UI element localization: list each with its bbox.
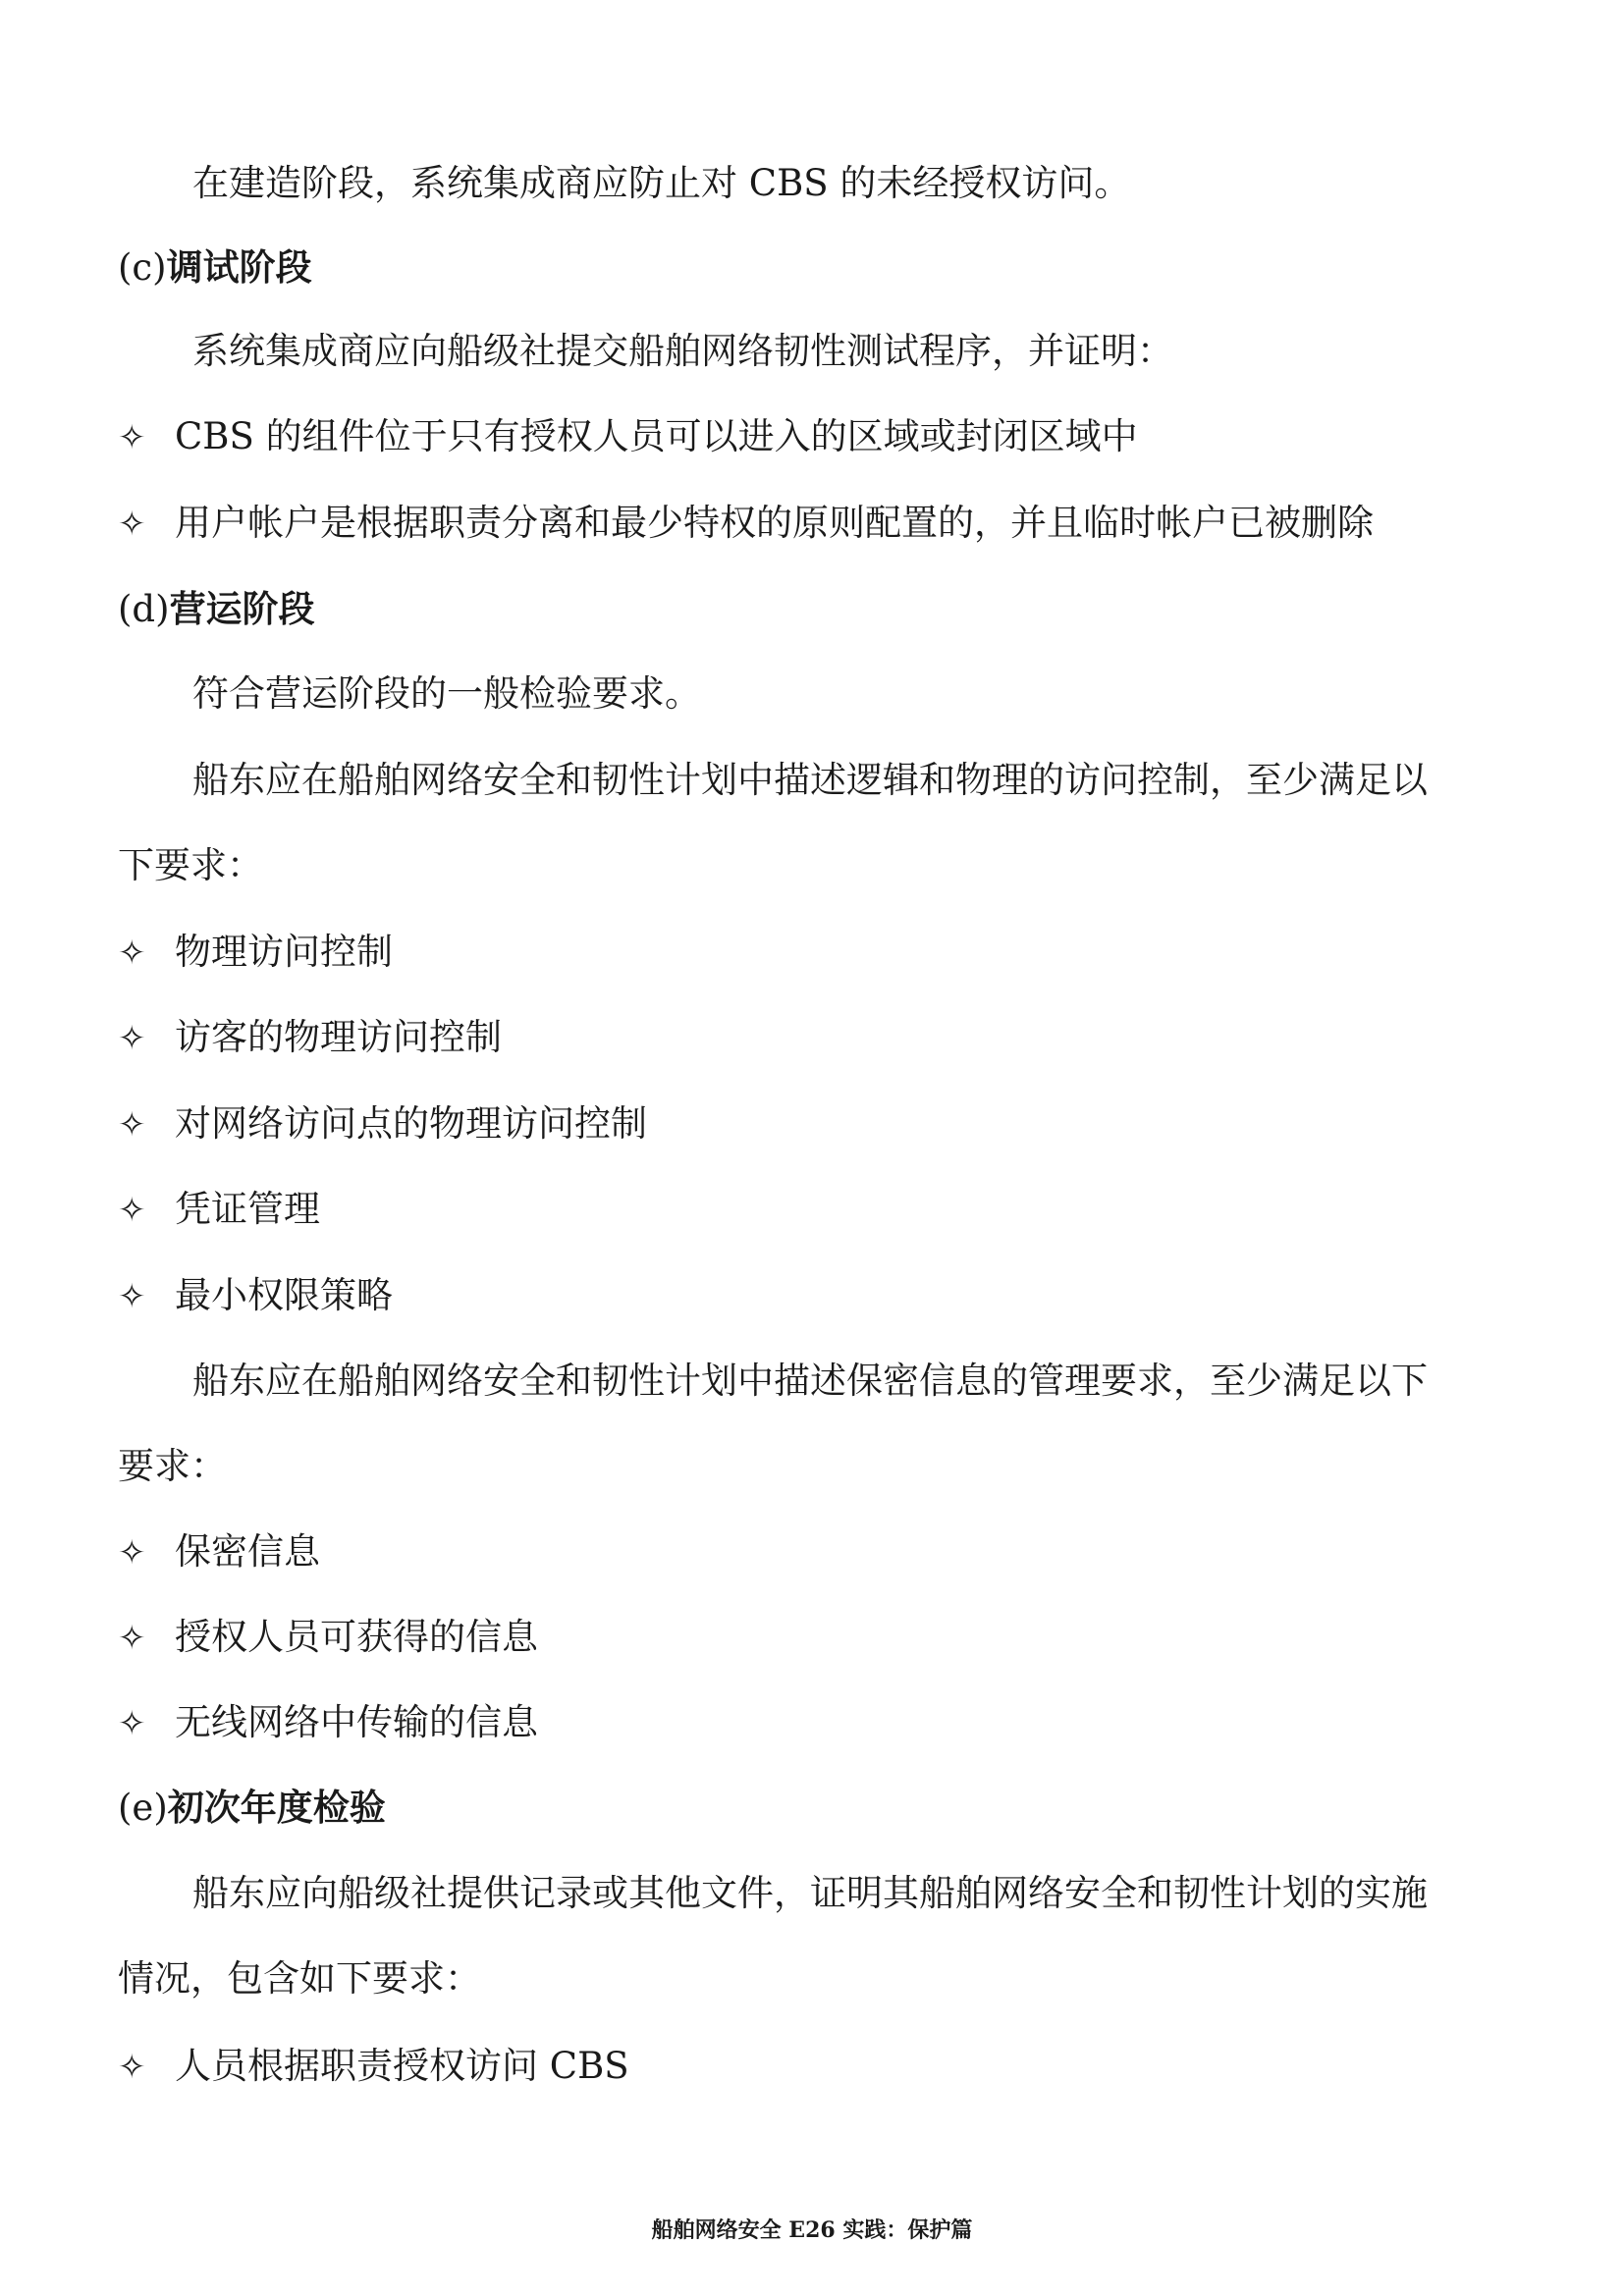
bullet-item	[118, 1527, 1624, 1576]
bullet-text: 凭证管理	[175, 1188, 320, 1230]
bullet-item	[118, 412, 1624, 461]
bullet-item	[118, 499, 1624, 548]
bullet-icon: ✧	[118, 1619, 146, 1658]
bullet-text: 无线网络中传输的信息	[175, 1701, 538, 1743]
bullet-icon: ✧	[118, 418, 146, 457]
bullet-text: CBS 的组件位于只有授权人员可以进入的区域或封闭区域中	[175, 415, 1138, 457]
bullet-icon: ✧	[118, 1019, 146, 1058]
paragraph-line: 符合营运阶段的一般检验要求。	[192, 672, 701, 715]
bullet-icon: ✧	[118, 505, 146, 544]
bullet-text: 保密信息	[175, 1530, 320, 1573]
heading-title: 调试阶段	[166, 246, 312, 289]
bullet-text: 用户帐户是根据职责分离和最少特权的原则配置的，并且临时帐户已被删除	[175, 502, 1374, 544]
heading-label: (e)	[118, 1787, 168, 1829]
section-heading-c	[118, 243, 1624, 293]
heading-title: 营运阶段	[169, 588, 315, 630]
section-heading-e	[118, 1784, 1624, 1833]
bullet-item	[118, 1271, 1624, 1320]
bullet-item	[118, 1185, 1624, 1234]
bullet-icon: ✧	[118, 1704, 146, 1743]
bullet-icon: ✧	[118, 1277, 146, 1316]
bullet-icon: ✧	[118, 934, 146, 973]
bullet-item	[118, 928, 1624, 977]
bullet-icon: ✧	[118, 1105, 146, 1145]
bullet-icon: ✧	[118, 2048, 146, 2087]
heading-label: (c)	[118, 246, 167, 289]
bullet-text: 最小权限策略	[175, 1274, 393, 1316]
bullet-item	[118, 1613, 1624, 1662]
paragraph-line: 在建造阶段，系统集成商应防止对 CBS 的未经授权访问。	[192, 162, 1131, 204]
bullet-text: 访客的物理访问控制	[175, 1016, 502, 1058]
bullet-item	[118, 1013, 1624, 1062]
paragraph-line: 船东应在船舶网络安全和韧性计划中描述逻辑和物理的访问控制，至少满足以	[192, 759, 1428, 801]
heading-label: (d)	[118, 588, 170, 630]
bullet-item	[118, 2042, 1624, 2091]
bullet-item	[118, 1698, 1624, 1747]
paragraph-line: 船东应向船级社提供记录或其他文件，证明其船舶网络安全和韧性计划的实施	[192, 1872, 1428, 1914]
paragraph-line: 船东应在船舶网络安全和韧性计划中描述保密信息的管理要求，至少满足以下	[192, 1360, 1428, 1402]
bullet-text: 人员根据职责授权访问 CBS	[175, 2045, 629, 2087]
bullet-icon: ✧	[118, 1191, 146, 1230]
page-footer: 船舶网络安全 E26 实践：保护篇	[651, 2217, 973, 2243]
paragraph-line: 下要求：	[118, 844, 263, 886]
bullet-text: 物理访问控制	[175, 931, 393, 973]
bullet-text: 授权人员可获得的信息	[175, 1616, 538, 1658]
paragraph-line: 情况，包含如下要求：	[118, 1957, 481, 2000]
paragraph-line: 要求：	[118, 1445, 227, 1487]
bullet-item	[118, 1099, 1624, 1148]
bullet-text: 对网络访问点的物理访问控制	[175, 1102, 647, 1145]
bullet-icon: ✧	[118, 1533, 146, 1573]
section-heading-d	[118, 585, 1624, 634]
paragraph-line: 系统集成商应向船级社提交船舶网络韧性测试程序，并证明：	[192, 330, 1173, 372]
heading-title: 初次年度检验	[167, 1787, 386, 1829]
